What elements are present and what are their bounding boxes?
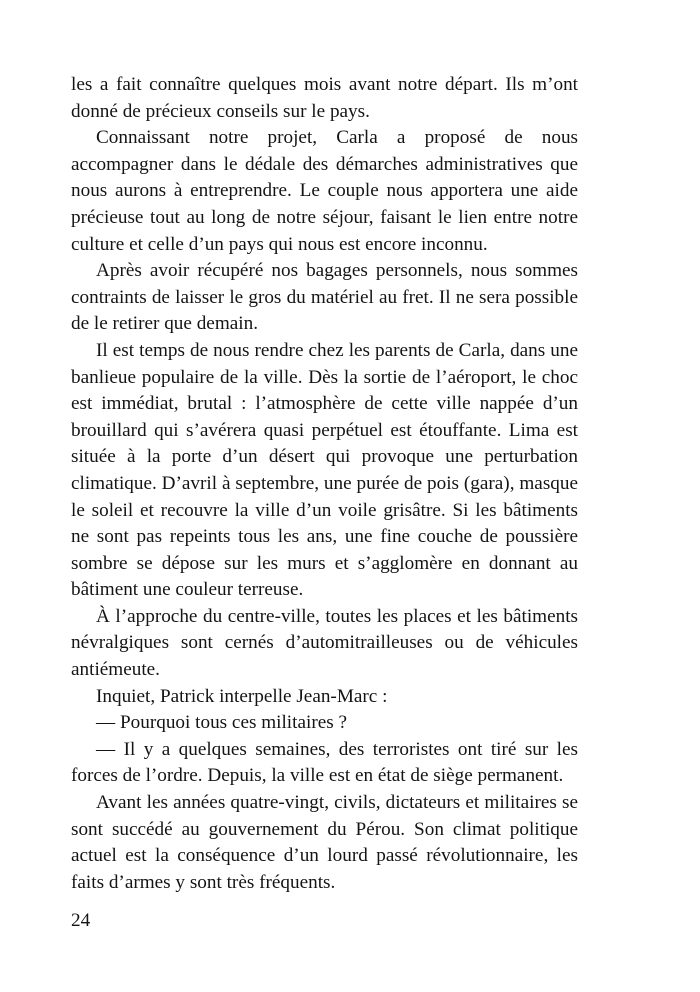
- dialogue-line: — Pourquoi tous ces militaires ?: [96, 712, 348, 734]
- paragraph: Après avoir récupéré nos bagages personnels, nous sommes contraints de laisser le gros du matériel au fret. Il ne sera possible de le retirer que demain.: [71, 260, 578, 335]
- paragraph: Avant les années quatre-vingt, civils, dictateurs et militaires se sont succédé au gouvernement du Pérou. Son climat politique actuel est la conséquence d’un lourd passé révolutionnaire, les faits d’armes y sont très fréquents.: [71, 792, 578, 893]
- dialogue-line: — Il y a quelques semaines, des terroristes ont tiré sur les forces de l’ordre. Depuis, la ville est en état de siège permanent.: [71, 738, 578, 787]
- paragraph-continuation: les a fait connaître quelques mois avant notre départ. Ils m’ont donné de précieux conseils sur le pays.: [71, 74, 578, 122]
- paragraph: À l’approche du centre-ville, toutes les places et les bâtiments névralgiques sont cernés d’automitrailleuses ou de véhicules antiémeute.: [71, 605, 578, 681]
- paragraph: Inquiet, Patrick interpelle Jean-Marc :: [96, 685, 388, 707]
- page-body: [71, 72, 578, 896]
- paragraph: Connaissant notre projet, Carla a proposé de nous accompagner dans le dédale des démarches administratives que nous aurons à entreprendre. Le couple nous apportera une aide précieuse tout au long de notre séjour, faisant le lien entre notre culture et celle d’un pays qui nous est encore inconnu.: [71, 127, 578, 255]
- page-number: 24: [71, 910, 91, 931]
- paragraph: Il est temps de nous rendre chez les parents de Carla, dans une banlieue populaire de la ville. Dès la sortie de l’aéroport, le choc est immédiat, brutal : l’atmosphère de cette ville nappée d’un brouillard qui s’avérera quasi perpétuel est étouffante. Lima est située à la porte d’un désert qui provoque une perturbation climatique. D’avril à septembre, une purée de pois (gara), masque le soleil et recouvre la ville d’un voile grisâtre. Si les bâtiments ne sont pas repeints tous les ans, une fine couche de poussière sombre se dépose sur les murs et s’agglomère en donnant au bâtiment une couleur terreuse.: [71, 339, 578, 601]
